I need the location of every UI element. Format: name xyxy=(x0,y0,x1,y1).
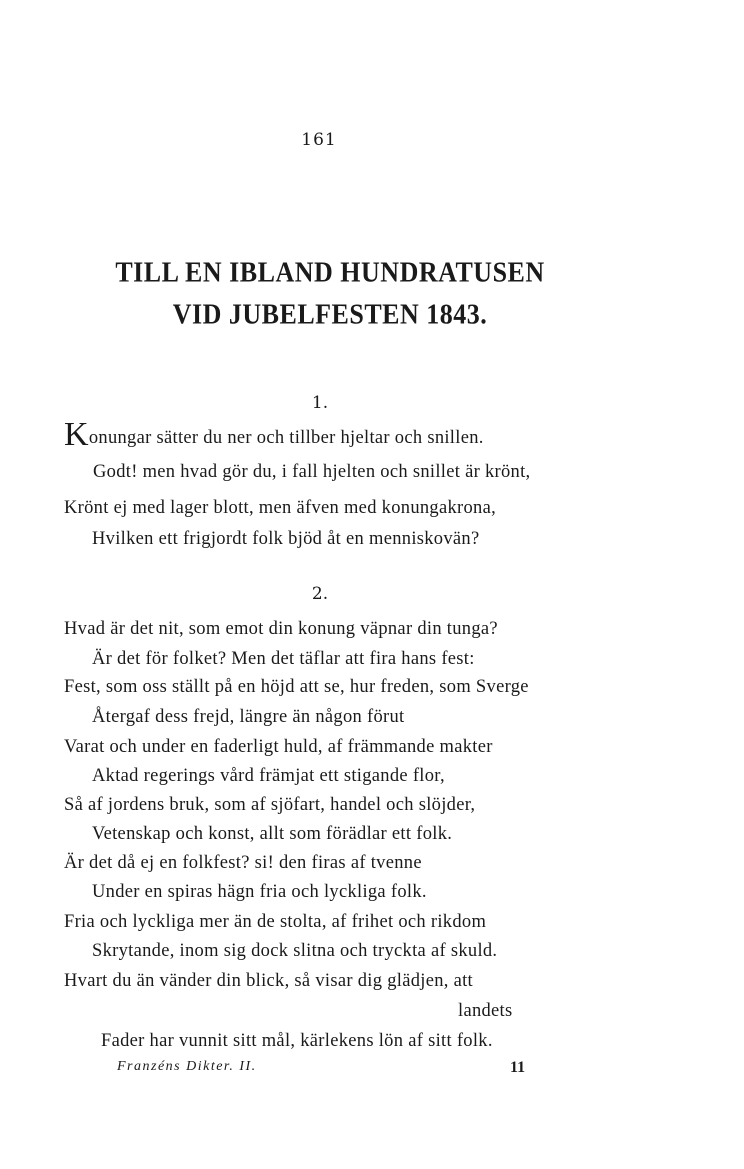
verse-line-continuation: landets xyxy=(458,1001,513,1021)
verse-line: Så af jordens bruk, som af sjöfart, handel och slöjder, xyxy=(64,795,476,815)
verse-line: Vetenskap och konst, allt som förädlar ett folk. xyxy=(92,824,453,844)
verse-line: Under en spiras hägn fria och lyckliga folk. xyxy=(92,882,427,902)
verse-line: Fria och lyckliga mer än de stolta, af frihet och rikdom xyxy=(64,912,487,932)
verse-line: Återgaf dess frejd, längre än någon förut xyxy=(92,707,405,727)
verse-line: Skrytande, inom sig dock slitna och tryckta af skuld. xyxy=(92,941,498,961)
page-number: 161 xyxy=(301,130,337,150)
verse-line: Godt! men hvad gör du, i fall hjelten och snillet är krönt, xyxy=(93,462,531,482)
verse-line: Är det för folket? Men det täflar att fira hans fest: xyxy=(92,649,475,669)
footer-signature: Franzéns Dikter. II. xyxy=(117,1059,257,1074)
verse-line: Fest, som oss ställt på en höjd att se, hur freden, som Sverge xyxy=(64,677,529,697)
section-number-2: 2. xyxy=(311,584,329,604)
footer-sheet-number: 11 xyxy=(510,1059,526,1076)
verse-line: Hvad är det nit, som emot din konung väpnar din tunga? xyxy=(64,619,498,639)
verse-line: Är det då ej en folkfest? si! den firas af tvenne xyxy=(64,853,422,873)
verse-line-text: onungar sätter du ner och tillber hjeltar och snillen. xyxy=(88,428,484,448)
verse-line: Hvart du än vänder din blick, så visar dig glädjen, att xyxy=(64,971,474,991)
verse-line: Aktad regerings vård främjat ett stigande flor, xyxy=(92,766,445,786)
section-number-1: 1. xyxy=(311,393,329,413)
verse-line: Fader har vunnit sitt mål, kärlekens lön af sitt folk. xyxy=(101,1031,493,1051)
poem-title-line-1: TILL EN IBLAND HUNDRATUSEN xyxy=(115,256,545,289)
poem-title-line-2: VID JUBELFESTEN 1843. xyxy=(172,298,488,331)
verse-line xyxy=(64,416,484,453)
verse-line: Krönt ej med lager blott, men äfven med konungakrona, xyxy=(64,498,497,518)
drop-cap: K xyxy=(64,416,89,453)
verse-line: Hvilken ett frigjordt folk bjöd åt en menniskovän? xyxy=(92,529,480,549)
verse-line: Varat och under en faderligt huld, af främmande makter xyxy=(64,737,493,757)
